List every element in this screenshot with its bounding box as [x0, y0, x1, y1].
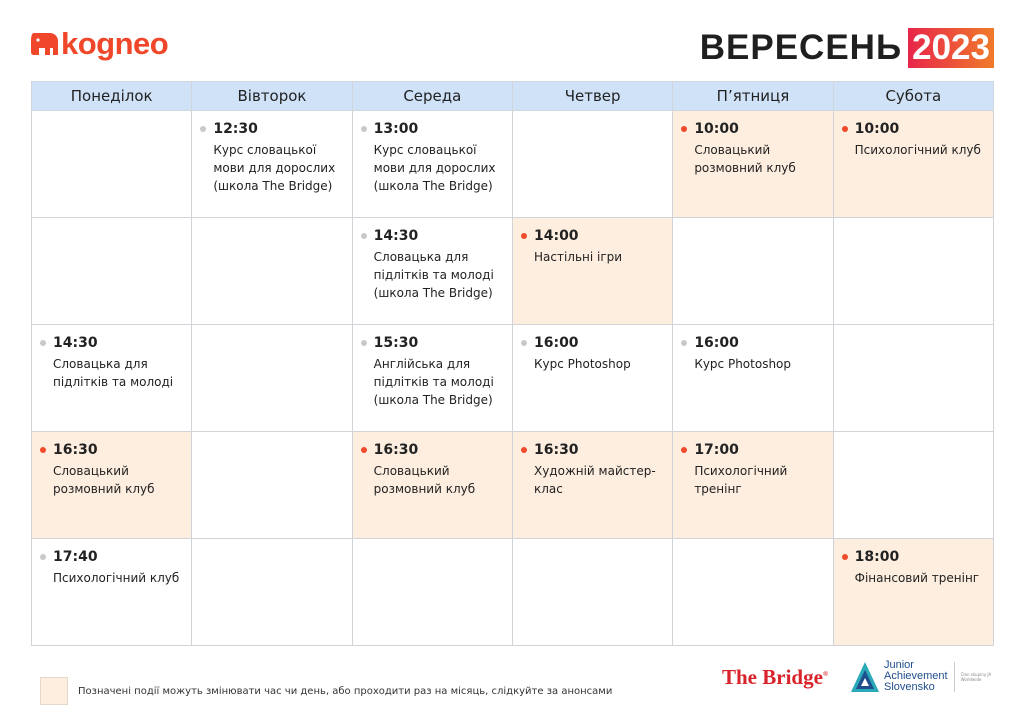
week-row [32, 539, 994, 646]
day-cell [512, 539, 672, 646]
week-row [32, 325, 994, 432]
ja-name [884, 660, 948, 693]
month-label: ВЕРЕСЕНЬ [699, 28, 903, 67]
event-time-text: 16:30 [53, 442, 98, 458]
year-label: 2023 [908, 28, 994, 68]
variable-event-dot-icon [521, 447, 527, 453]
day-cell [352, 432, 512, 539]
event-time [521, 228, 664, 244]
weekday-monday: Понеділок [32, 82, 192, 111]
event-title: Курс Photoshop [533, 357, 631, 371]
ja-divider [954, 662, 955, 692]
day-cell [512, 111, 672, 218]
day-cell [32, 325, 192, 432]
day-cell [32, 432, 192, 539]
event-time [200, 121, 343, 137]
event-title: Словацький розмовний клуб [694, 143, 796, 175]
weekday-header-row [32, 82, 994, 111]
event-dot-icon [681, 340, 687, 346]
day-cell [352, 325, 512, 432]
event-time-text: 16:30 [533, 442, 579, 458]
day-cell [32, 111, 192, 218]
event-title: Психологічний тренінг [694, 464, 788, 496]
event-title: Психологічний клуб [854, 143, 981, 157]
registered-mark: ® [822, 670, 829, 678]
ja-line2: Achievement [884, 670, 948, 682]
variable-event-dot-icon [842, 554, 848, 560]
event-time [681, 442, 824, 458]
event-time-text: 18:00 [854, 549, 900, 565]
event-time-text: 17:00 [694, 442, 739, 458]
legend-text: Позначені події можуть змінювати час чи день, або проходити раз на місяць, слідкуйте за анонсами [78, 685, 613, 697]
event-title: Англійська для підлітків та молоді (школа The Bridge) [373, 357, 494, 407]
day-cell [192, 218, 352, 325]
event-time [681, 335, 824, 351]
day-cell [673, 111, 833, 218]
event-dot-icon [200, 126, 206, 132]
event-time [521, 442, 664, 458]
event-title: Психологічний клуб [53, 571, 180, 585]
event-time-text: 12:30 [213, 121, 258, 137]
day-cell [32, 539, 192, 646]
variable-event-dot-icon [842, 126, 848, 132]
kogneo-logo [30, 28, 168, 59]
event-time-text: 15:30 [373, 335, 419, 351]
event-time [361, 335, 504, 351]
event-time [361, 121, 504, 137]
day-cell [833, 325, 993, 432]
day-cell [352, 539, 512, 646]
day-cell [352, 218, 512, 325]
day-cell [673, 539, 833, 646]
event-time-text: 14:30 [373, 228, 419, 244]
event-title: Словацька для підлітків та молоді (школа The Bridge) [373, 250, 494, 300]
day-cell [32, 218, 192, 325]
variable-event-dot-icon [40, 447, 46, 453]
event-time-text: 13:00 [373, 121, 419, 137]
event-dot-icon [361, 126, 367, 132]
ja-line1: Junior [884, 659, 914, 671]
day-cell [512, 218, 672, 325]
event-time [40, 442, 183, 458]
event-title: Фінансовий тренінг [854, 571, 980, 585]
event-dot-icon [40, 554, 46, 560]
calendar-table [31, 81, 994, 646]
week-row [32, 111, 994, 218]
event-time-text: 10:00 [694, 121, 739, 137]
event-time [361, 228, 504, 244]
event-time-text: 10:00 [854, 121, 900, 137]
day-cell [833, 111, 993, 218]
weekday-thursday: Четвер [512, 82, 672, 111]
day-cell [192, 325, 352, 432]
day-cell [352, 111, 512, 218]
event-time [842, 549, 985, 565]
event-title: Настільні ігри [533, 250, 623, 264]
brand-name: kogneo [61, 26, 169, 61]
elephant-icon [30, 31, 58, 57]
day-cell [833, 218, 993, 325]
variable-event-dot-icon [681, 447, 687, 453]
event-dot-icon [40, 340, 46, 346]
week-row [32, 432, 994, 539]
event-title: Словацький розмовний клуб [373, 464, 476, 496]
week-row [32, 218, 994, 325]
event-time-text: 17:40 [53, 549, 98, 565]
event-title: Курс словацької мови для дорослих (школа The Bridge) [373, 143, 496, 193]
weekday-tuesday: Вівторок [192, 82, 352, 111]
event-time [681, 121, 824, 137]
legend-swatch [40, 677, 68, 705]
day-cell [192, 432, 352, 539]
event-title: Курс словацької мови для дорослих (школа The Bridge) [213, 143, 336, 193]
event-time [40, 335, 183, 351]
day-cell [833, 539, 993, 646]
event-time [521, 335, 664, 351]
variable-event-dot-icon [681, 126, 687, 132]
legend [40, 677, 612, 705]
event-time-text: 16:00 [533, 335, 579, 351]
day-cell [192, 539, 352, 646]
junior-achievement-logo [850, 660, 993, 693]
weekday-saturday: Субота [833, 82, 993, 111]
event-time-text: 16:30 [373, 442, 419, 458]
variable-event-dot-icon [361, 447, 367, 453]
weekday-friday: П’ятниця [673, 82, 833, 111]
event-title: Словацький розмовний клуб [53, 464, 155, 496]
event-time-text: 14:00 [533, 228, 579, 244]
ja-triangle-icon [850, 661, 880, 693]
event-title: Художній майстер-клас [533, 464, 656, 496]
ja-line3: Slovensko [884, 681, 935, 693]
day-cell [673, 218, 833, 325]
calendar-body [32, 111, 994, 646]
day-cell [673, 325, 833, 432]
event-time-text: 14:30 [53, 335, 98, 351]
day-cell [833, 432, 993, 539]
day-cell [512, 432, 672, 539]
event-time [842, 121, 985, 137]
day-cell [192, 111, 352, 218]
ja-member-note: Člen skupiny JA Worldwide [960, 671, 992, 682]
event-title: Курс Photoshop [694, 357, 792, 371]
event-title: Словацька для підлітків та молоді [53, 357, 174, 389]
weekday-wednesday: Середа [352, 82, 512, 111]
event-dot-icon [361, 340, 367, 346]
event-dot-icon [361, 233, 367, 239]
event-dot-icon [521, 340, 527, 346]
event-time [361, 442, 504, 458]
event-time-text: 16:00 [694, 335, 739, 351]
variable-event-dot-icon [521, 233, 527, 239]
the-bridge-text: The Bridge [722, 665, 823, 689]
the-bridge-logo [722, 665, 828, 690]
event-time [40, 549, 183, 565]
day-cell [673, 432, 833, 539]
page-title [700, 28, 994, 68]
day-cell [512, 325, 672, 432]
